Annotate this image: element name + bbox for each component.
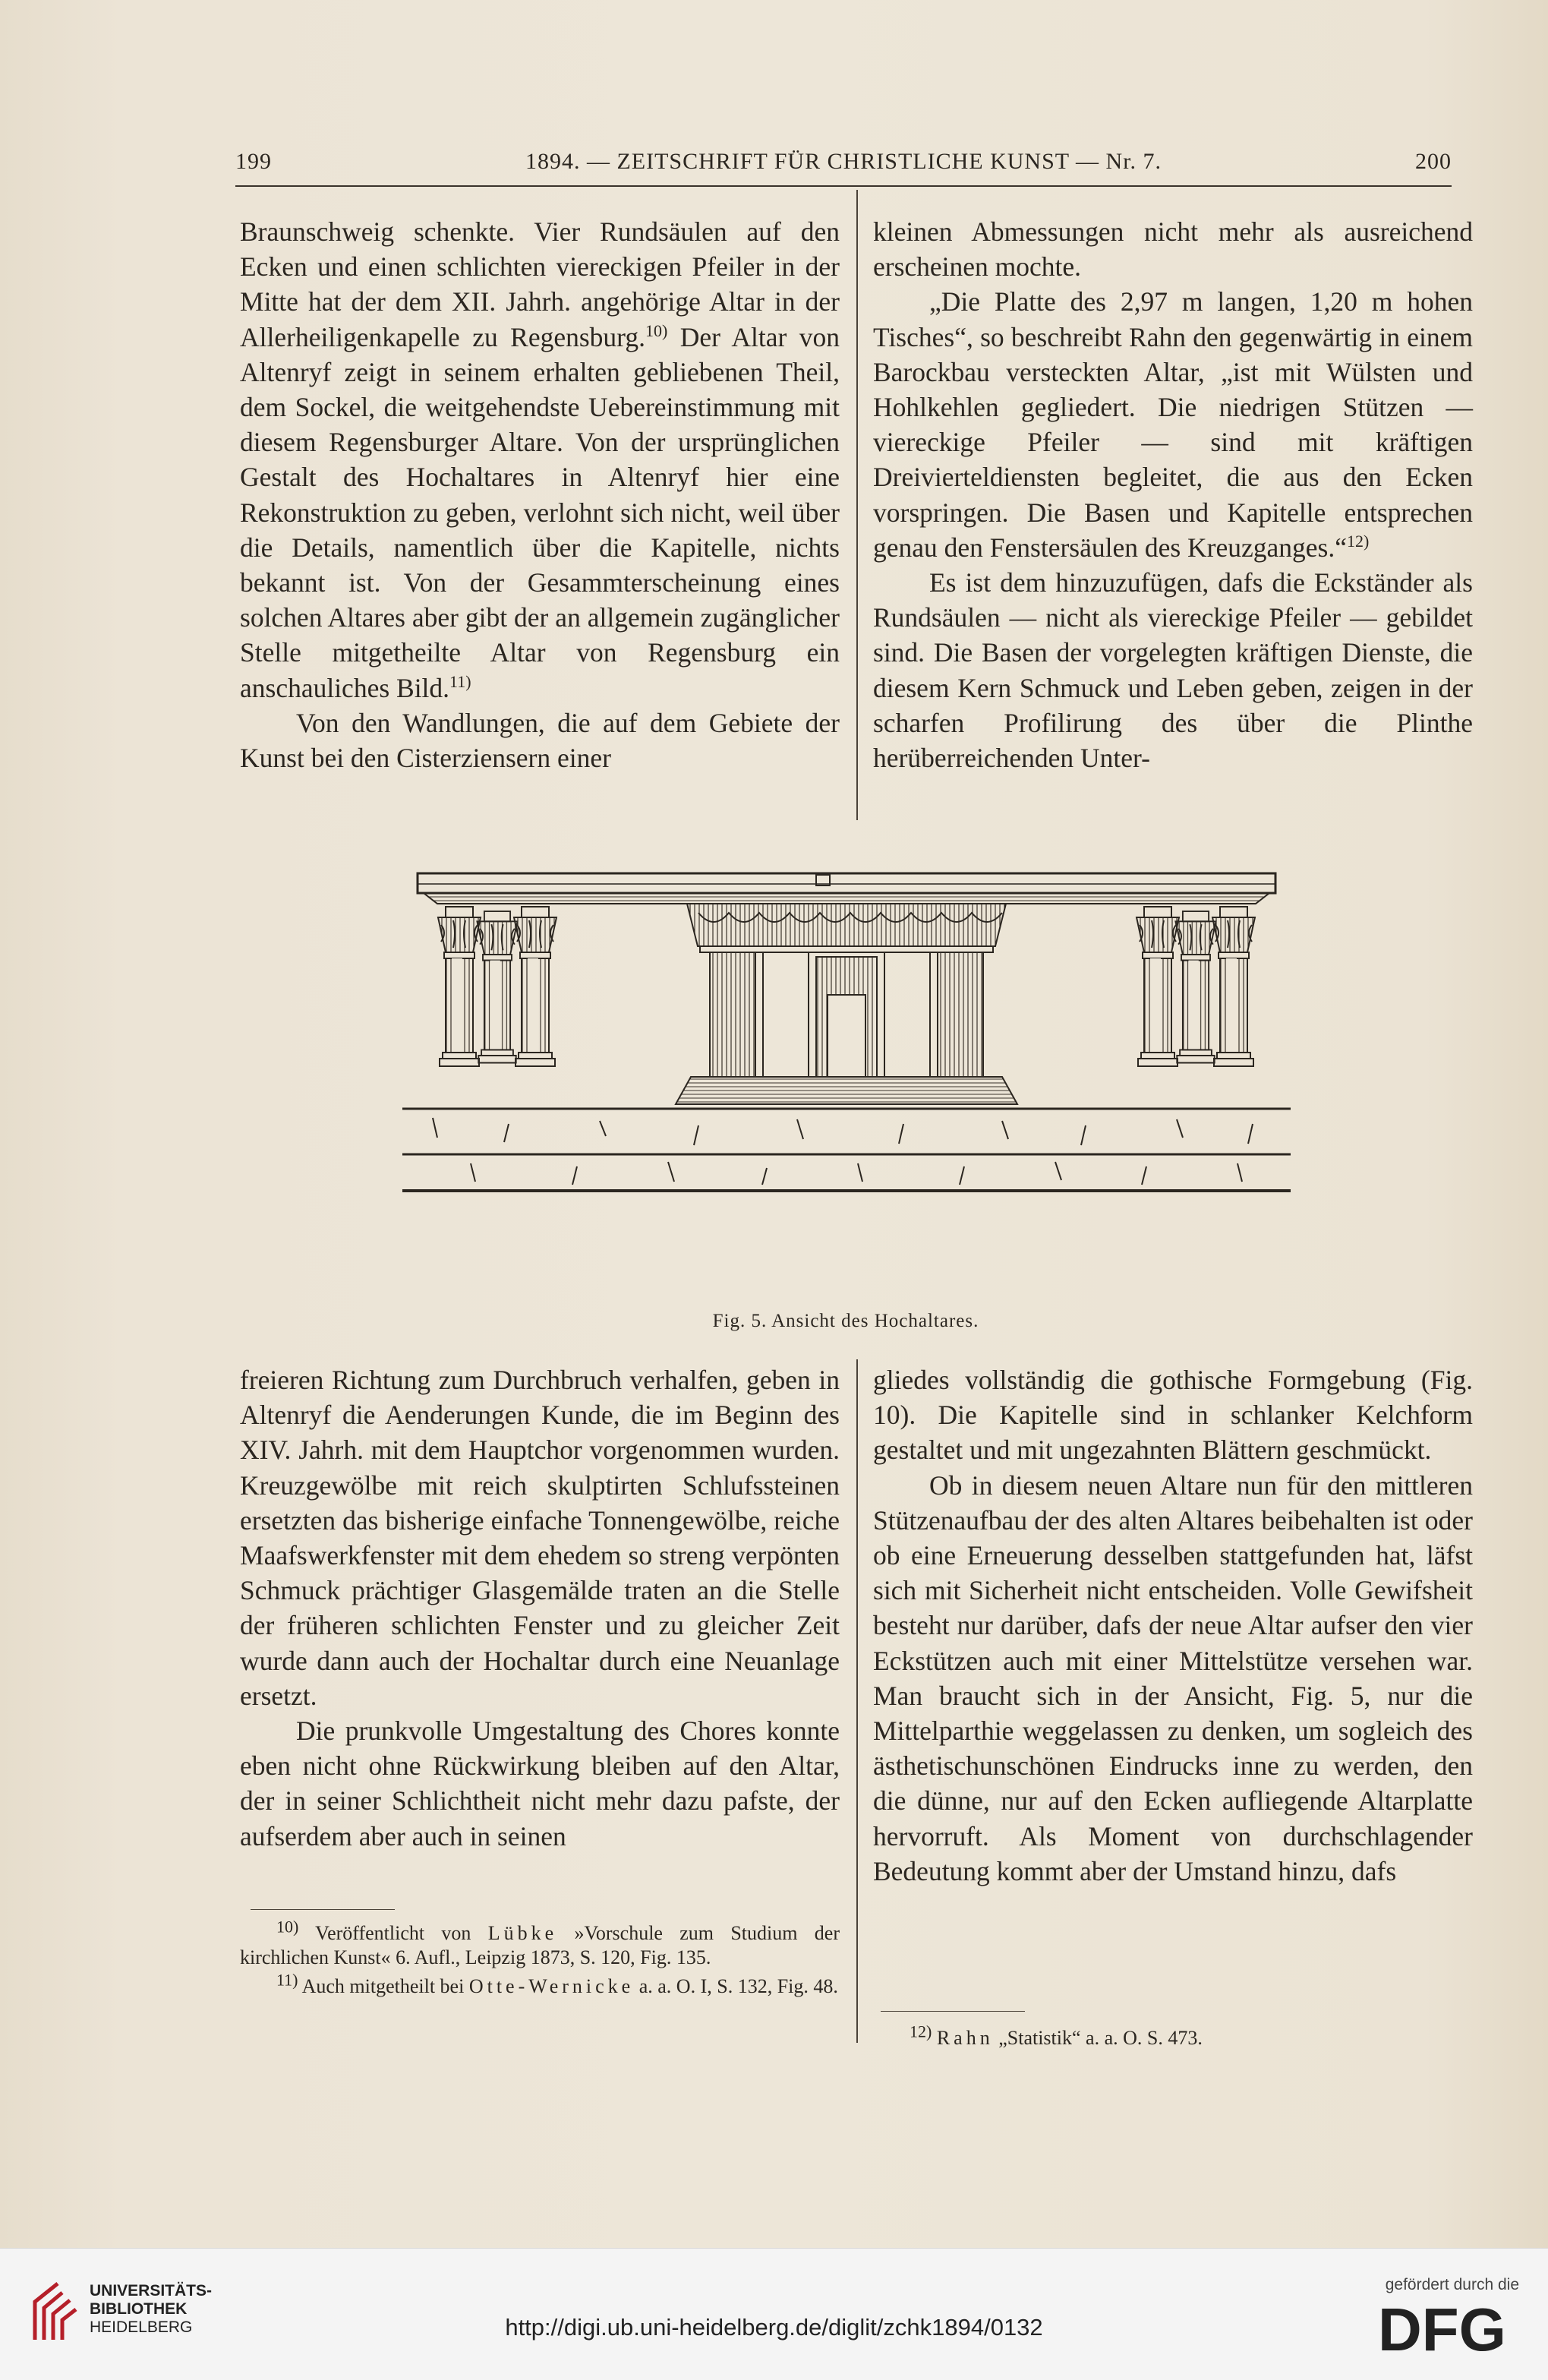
- paragraph: [240, 214, 840, 705]
- footnotes-left: [240, 1917, 840, 2003]
- page-number-left: 199: [235, 149, 272, 174]
- footnote-ref-11[interactable]: 11): [449, 671, 471, 691]
- running-header: [235, 149, 1452, 179]
- dfg-logo-text: DFG: [1378, 2300, 1506, 2356]
- footnote-12: [873, 2022, 1473, 2050]
- column-rule: [856, 1359, 858, 2043]
- footnote-11: [240, 1970, 840, 1999]
- column-left-top: [240, 214, 840, 775]
- column-left-bottom: [240, 1362, 840, 1854]
- footnote-marker: 11): [276, 1970, 298, 1990]
- text-run: Auch mitgetheilt bei: [301, 1975, 465, 1997]
- author-name: Rahn: [936, 2027, 994, 2049]
- paragraph: freieren Richtung zum Durchbruch verhalfen, geben in Altenryf die Aenderungen Kunde, die im Beginn des XIV. Jahrh. mit dem Hauptchor vorgenommen wurden. Kreuzgewölbe mit reich skulptirten Schlufssteinen ersetzten das bisherige einfache Tonnengewölbe, reiche Maafswerkfenster mit dem ehedem so streng verpönten Schmuck prächtiger Glasgemälde traten an die Stelle der früheren schlichten Fenster und zu gleicher Zeit wurde dann auch der Hochaltar durch eine Neuanlage ersetzt.: [240, 1365, 840, 1711]
- permalink-url[interactable]: http://digi.ub.uni-heidelberg.de/diglit/zchk1894/0132: [505, 2314, 1043, 2341]
- column-rule: [856, 190, 858, 820]
- paragraph: Die prunkvolle Umgestaltung des Chores konnte eben nicht ohne Rückwirkung bleiben auf den Altar, der in seiner Schlichtheit nicht mehr dazu pafste, der aufserdem aber auch in seinen: [240, 1716, 840, 1851]
- viewer-footer: [0, 2248, 1548, 2380]
- footnote-rule: [881, 2011, 1025, 2012]
- paragraph: gliedes vollständig die gothische Formgebung (Fig. 10). Die Kapitelle sind in schlanker Kelchform gestaltet und mit ungezahnten Blättern geschmückt.: [873, 1365, 1473, 1466]
- page-number-right: 200: [1415, 149, 1452, 174]
- author-name: Otte-Wernicke: [468, 1975, 635, 1997]
- column-right-top: [873, 214, 1473, 775]
- text-run: Der Altar von Altenryf zeigt in seinem erhalten gebliebenen Theil, dem Sockel, die weitgehendste Uebereinstimmung mit diesem Regensburger Altare. Von der ursprünglichen Gestalt des Hochaltares in Altenryf hier eine Rekonstruktion zu geben, verlohnt sich nicht, weil über die Details, namentlich über die Kapitelle, nichts bekannt ist. Von der Gesammterscheinung eines solchen Altares aber gibt der an allgemein zugänglicher Stelle mitgetheilte Altar von Regensburg ein anschauliches Bild.: [240, 321, 840, 703]
- text-run: „Die Platte des 2,97 m langen, 1,20 m hohen Tisches“, so beschreibt Rahn den gegenwärtig in einem Barockbau versteckten Altar, „ist mit Wülsten und Hohlkehlen gegliedert. Die niedrigen Stützen — viereckige Pfeiler — sind mit kräftigen Dreivierteldiensten begleitet, die aus den Ecken vorspringen. Die Basen und Kapitelle entsprechen genau den Fenstersäulen des Kreuzganges.“: [873, 286, 1473, 563]
- altar-engraving: [402, 851, 1291, 1306]
- footnote-rule: [251, 1909, 395, 1910]
- text-run: a. a. O. I, S. 132, Fig. 48.: [638, 1975, 838, 1997]
- library-name-line: UNIVERSITÄTS-: [90, 2282, 213, 2300]
- footnote-marker: 10): [276, 1917, 299, 1937]
- dfg-logo-icon[interactable]: [1375, 2300, 1521, 2356]
- footnote-ref-10[interactable]: 10): [645, 320, 668, 340]
- funding-label: gefördert durch die: [1385, 2276, 1519, 2293]
- footnote-marker: 12): [910, 2022, 932, 2041]
- footnotes-right: [873, 2022, 1473, 2055]
- figure-caption: Fig. 5. Ansicht des Hochaltares.: [712, 1311, 979, 1331]
- library-name-line: BIBLIOTHEK: [90, 2300, 188, 2318]
- column-right-bottom: [873, 1362, 1473, 1889]
- text-run: „Statistik“ a. a. O. S. 473.: [998, 2027, 1203, 2049]
- text-run: »Vorschule zum Studium der kirchlichen Kunst« 6. Aufl., Leipzig 1873, S. 120, Fig. 135.: [240, 1922, 840, 1968]
- paragraph: [873, 284, 1473, 565]
- paragraph: Von den Wandlungen, die auf dem Gebiete der Kunst bei den Cisterziensern einer: [240, 707, 840, 774]
- text-run: Braunschweig schenkte. Vier Rundsäulen auf den Ecken und einen schlichten viereckigen Pfeiler in der Mitte hat der dem XII. Jahrh. angehörige Altar in der Allerheiligenkapelle zu Regensburg.: [240, 216, 840, 352]
- footnote-10: [240, 1917, 840, 1970]
- paragraph: Es ist dem hinzuzufügen, dafs die Eckständer als Rundsäulen — nicht als viereckige Pfeiler — gebildet sind. Die Basen der vorgelegten kräftigen Dienste, die diesem Kern Schmuck und Leben geben, zeigen in der scharfen Profilirung des über die Plinthe herüberreichenden Unter-: [873, 567, 1473, 774]
- paragraph: Ob in diesem neuen Altare nun für den mittleren Stützenaufbau der des alten Altares beibehalten ist oder ob eine Erneuerung desselben stattgefunden hat, läfst sich mit Sicherheit nicht entscheiden. Volle Gewifsheit besteht nur darüber, dafs der neue Altar aufser den vier Eckstützen auch mit einer Mittelstütze versehen war. Man braucht sich in der Ansicht, Fig. 5, nur die Mittelparthie weggelassen zu denken, um sogleich des ästhetischunschönen Eindrucks inne zu werden, den die dünne, nur auf den Ecken aufliegende Altarplatte hervorruft. Als Moment von durchschlagender Bedeutung kommt aber der Umstand hinzu, dafs: [873, 1469, 1473, 1886]
- library-name-line: HEIDELBERG: [90, 2318, 193, 2336]
- running-title: 1894. — ZEITSCHRIFT FÜR CHRISTLICHE KUNST — Nr. 7.: [525, 149, 1162, 174]
- footnote-ref-12[interactable]: 12): [1346, 532, 1370, 551]
- paragraph: kleinen Abmessungen nicht mehr als ausreichend erscheinen mochte.: [873, 216, 1473, 283]
- text-run: Veröffentlicht von: [315, 1922, 471, 1944]
- header-rule: [235, 185, 1452, 187]
- author-name: Lübke: [487, 1922, 558, 1944]
